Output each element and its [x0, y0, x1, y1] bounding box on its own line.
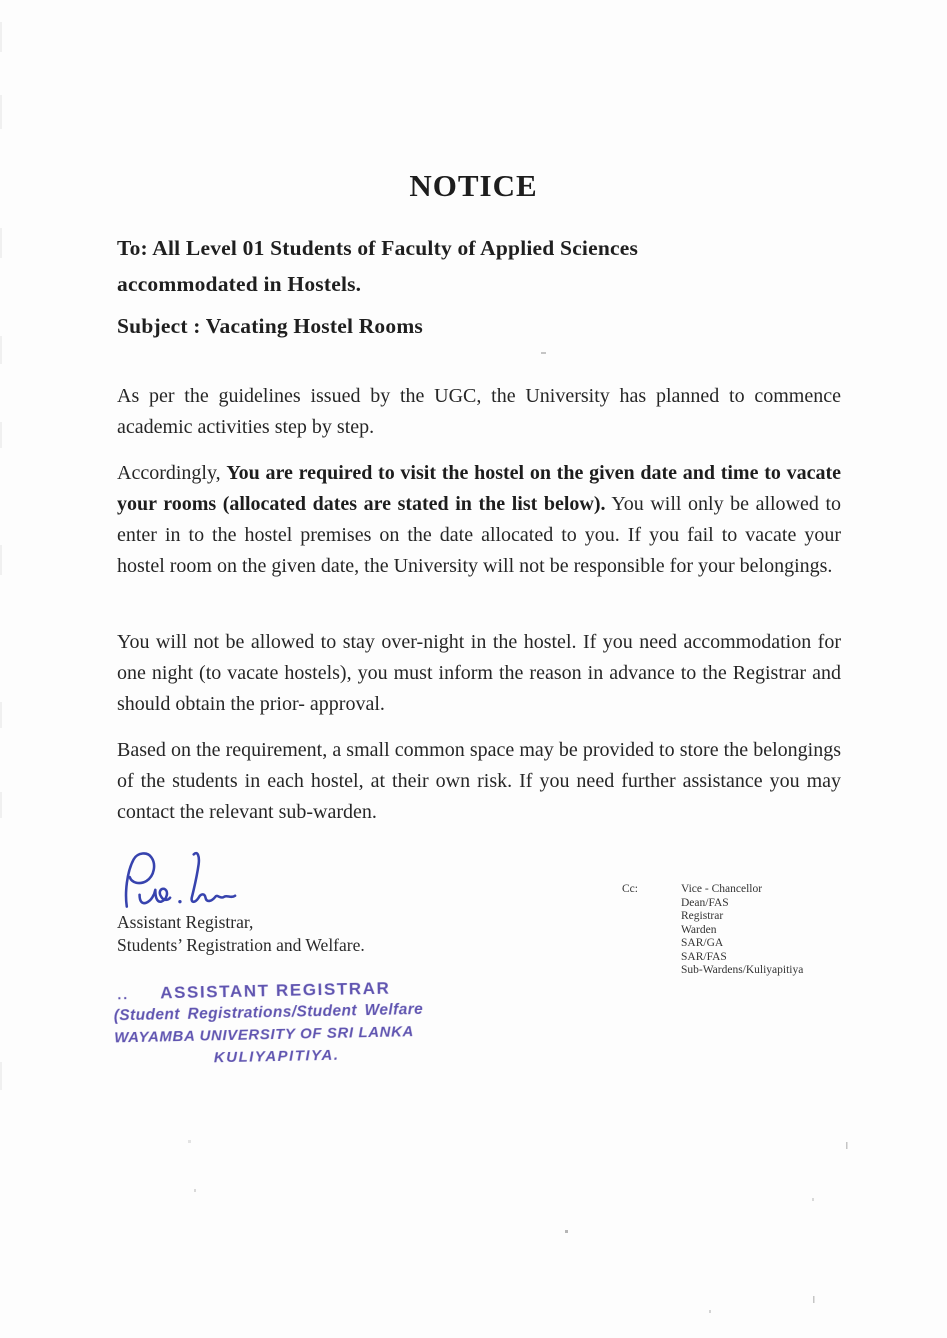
cc-recipient: SAR/GA: [681, 937, 724, 949]
signatory-block: [117, 911, 365, 956]
stamp-university: WAYAMBA UNIVERSITY OF SRI LANKA: [114, 1023, 415, 1047]
paragraph-overnight-policy: You will not be allowed to stay over-night in the hostel. If you need accommodation for one night (to vacate hostels), you must inform the reason in advance to the Registrar and should obtain the prior- approval.: [117, 631, 841, 715]
cc-label: Cc:: [622, 883, 638, 895]
cc-recipient: Sub-Wardens/Kuliyapitiya: [681, 964, 804, 976]
cc-recipient: Dean/FAS: [681, 896, 729, 909]
paragraph-2-lead: Accordingly,: [117, 462, 227, 484]
signatory-department: Students’ Registration and Welfare.: [117, 934, 365, 955]
recipient-line-2: accommodated in Hostels.: [117, 272, 362, 296]
signatory-title: Assistant Registrar,: [117, 912, 254, 932]
cc-recipient: Registrar: [681, 910, 724, 922]
stamp-division: (Student Registrations/Student Welfare: [113, 1000, 424, 1025]
cc-block: [622, 883, 803, 978]
cc-recipient-list: [681, 883, 803, 978]
cc-recipient: SAR/FAS: [681, 950, 727, 963]
stamp-title-text: ASSISTANT REGISTRAR: [159, 978, 391, 1003]
office-rubber-stamp: [113, 977, 439, 1072]
paragraph-2-bold-requirement: You are required to visit the hostel on the given date and time to vacate your rooms (allocated dates are stated in the list below).: [117, 462, 842, 515]
paragraph-2-tail: You will only be allowed to enter in to the hostel premises on the date allocated to you. If you fail to vacate your hostel room on the given date, the University will not be responsible for your belongings.: [117, 493, 842, 577]
cc-recipient: Warden: [681, 923, 717, 936]
stamp-location: KULIYAPITIYA.: [213, 1046, 340, 1067]
cc-recipient: Vice - Chancellor: [681, 883, 763, 895]
subject-line: Subject : Vacating Hostel Rooms: [117, 314, 424, 338]
recipient-line-1: To: All Level 01 Students of Faculty of Applied Sciences: [117, 236, 639, 260]
paragraph-guidelines: As per the guidelines issued by the UGC, the University has planned to commence academic activities step by step.: [117, 385, 841, 438]
recipient-block: [117, 230, 857, 302]
handwritten-signature: [112, 843, 240, 917]
page-title: NOTICE: [409, 168, 538, 203]
stamp-ink-marks: ..: [117, 986, 130, 1003]
paragraph-vacate-instructions: [117, 458, 841, 582]
paragraph-storage-info: Based on the requirement, a small common space may be provided to store the belongings of the students in each hostel, at their own risk. If you need further assistance you may contact the relevant sub-warden.: [117, 739, 841, 823]
